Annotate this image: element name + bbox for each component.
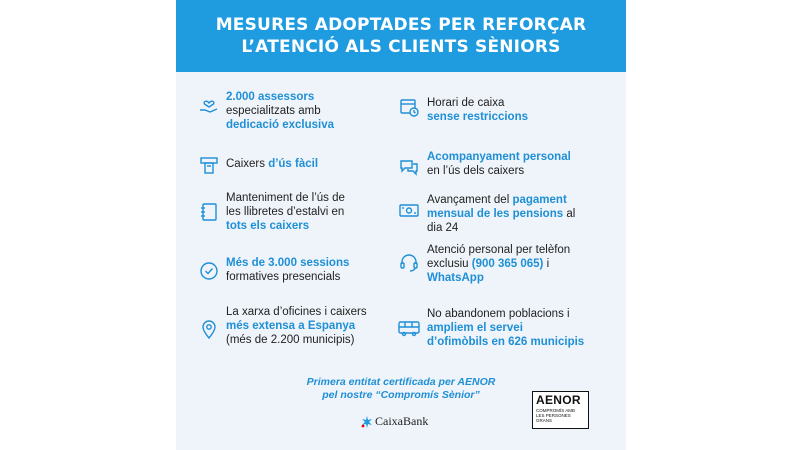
towns-line2: ampliem el servei: [427, 322, 523, 334]
item-network: [226, 305, 367, 347]
sessions-line2: formatives presencials: [226, 271, 341, 283]
aenor-name: AENOR: [536, 393, 581, 407]
sessions-line1: Més de 3.000 sessions: [226, 257, 350, 269]
pension-line1-highlight: pagament: [512, 194, 567, 206]
location-pin-icon: [198, 318, 220, 340]
pension-line1: Avançament del: [427, 194, 513, 206]
phone-line2: exclusiu: [427, 258, 472, 270]
item-sessions: [226, 256, 349, 284]
item-pension: [427, 193, 575, 235]
advisors-line3: dedicació exclusiva: [226, 119, 335, 131]
chat-bubbles-icon: [398, 156, 420, 178]
heart-hand-icon: [198, 94, 220, 116]
advisors-line1: 2.000 assessors: [226, 91, 315, 103]
item-atm: [226, 157, 318, 171]
phone-whatsapp: WhatsApp: [427, 272, 484, 284]
infographic-panel: [176, 0, 626, 450]
item-towns: [427, 307, 584, 349]
network-line3: (més de 2.200 municipis): [226, 334, 355, 346]
pension-line3: dia 24: [427, 222, 459, 234]
advisors-line2: especialitzats amb: [226, 105, 321, 117]
accompany-line1: Acompanyament personal: [427, 151, 571, 163]
calendar-clock-icon: [398, 96, 420, 118]
item-schedule: [427, 96, 528, 124]
schedule-line2: sense restriccions: [427, 111, 529, 123]
atm-line1-highlight: d’ús fàcil: [268, 158, 319, 170]
pension-line2-highlight: mensual de les pensions: [427, 208, 564, 220]
schedule-line1: Horari de caixa: [427, 97, 505, 109]
atm-icon: [198, 154, 220, 176]
footer-line2: pel nostre “Compromís Sènior”: [322, 389, 480, 401]
caixabank-logo: [359, 414, 428, 429]
network-line2: més extensa a Espanya: [226, 320, 356, 332]
phone-line1: Atenció personal per telèfon: [427, 244, 571, 256]
header-title-line1: MESURES ADOPTADES PER REFORÇAR: [215, 15, 587, 35]
phone-number: (900 365 065): [471, 258, 544, 270]
atm-line1: Caixers: [226, 158, 269, 170]
header-title-line2: L’ATENCIÓ ALS CLIENTS SÈNIORS: [241, 37, 561, 57]
aenor-sub2: LES PERSONES: [536, 413, 571, 418]
passbook-line1: Manteniment de l’ús de: [226, 192, 345, 204]
headset-icon: [398, 251, 420, 273]
check-circle-icon: [198, 260, 220, 282]
notebook-icon: [198, 201, 220, 223]
network-line1: La xarxa d’oficines i caixers: [226, 306, 367, 318]
aenor-seal: [532, 391, 589, 429]
footer-line1: Primera entitat certificada per AENOR: [306, 376, 496, 388]
aenor-sub3: GRANS: [536, 418, 553, 423]
accompany-line2: en l’ús dels caixers: [427, 165, 525, 177]
item-phone: [427, 243, 570, 285]
caixabank-name: CaixaBank: [375, 414, 429, 428]
bus-icon: [398, 317, 420, 339]
towns-line3: d’ofimòbils en 626 municipis: [427, 336, 585, 348]
aenor-subtitle: [536, 408, 585, 423]
caixabank-star-icon: [359, 415, 375, 429]
pension-line2-tail: al: [563, 208, 576, 220]
passbook-line2: les llibretes d’estalvi en: [226, 206, 345, 218]
phone-line2-tail: i: [543, 258, 550, 270]
item-accompany: [427, 150, 571, 178]
passbook-line3: tots els caixers: [226, 220, 310, 232]
item-passbook: [226, 191, 345, 233]
aenor-sub1: COMPROMÍS AMB: [536, 408, 576, 413]
header-banner: [176, 0, 626, 72]
money-icon: [398, 199, 420, 221]
item-advisors: [226, 90, 334, 132]
towns-line1: No abandonem poblacions i: [427, 308, 570, 320]
